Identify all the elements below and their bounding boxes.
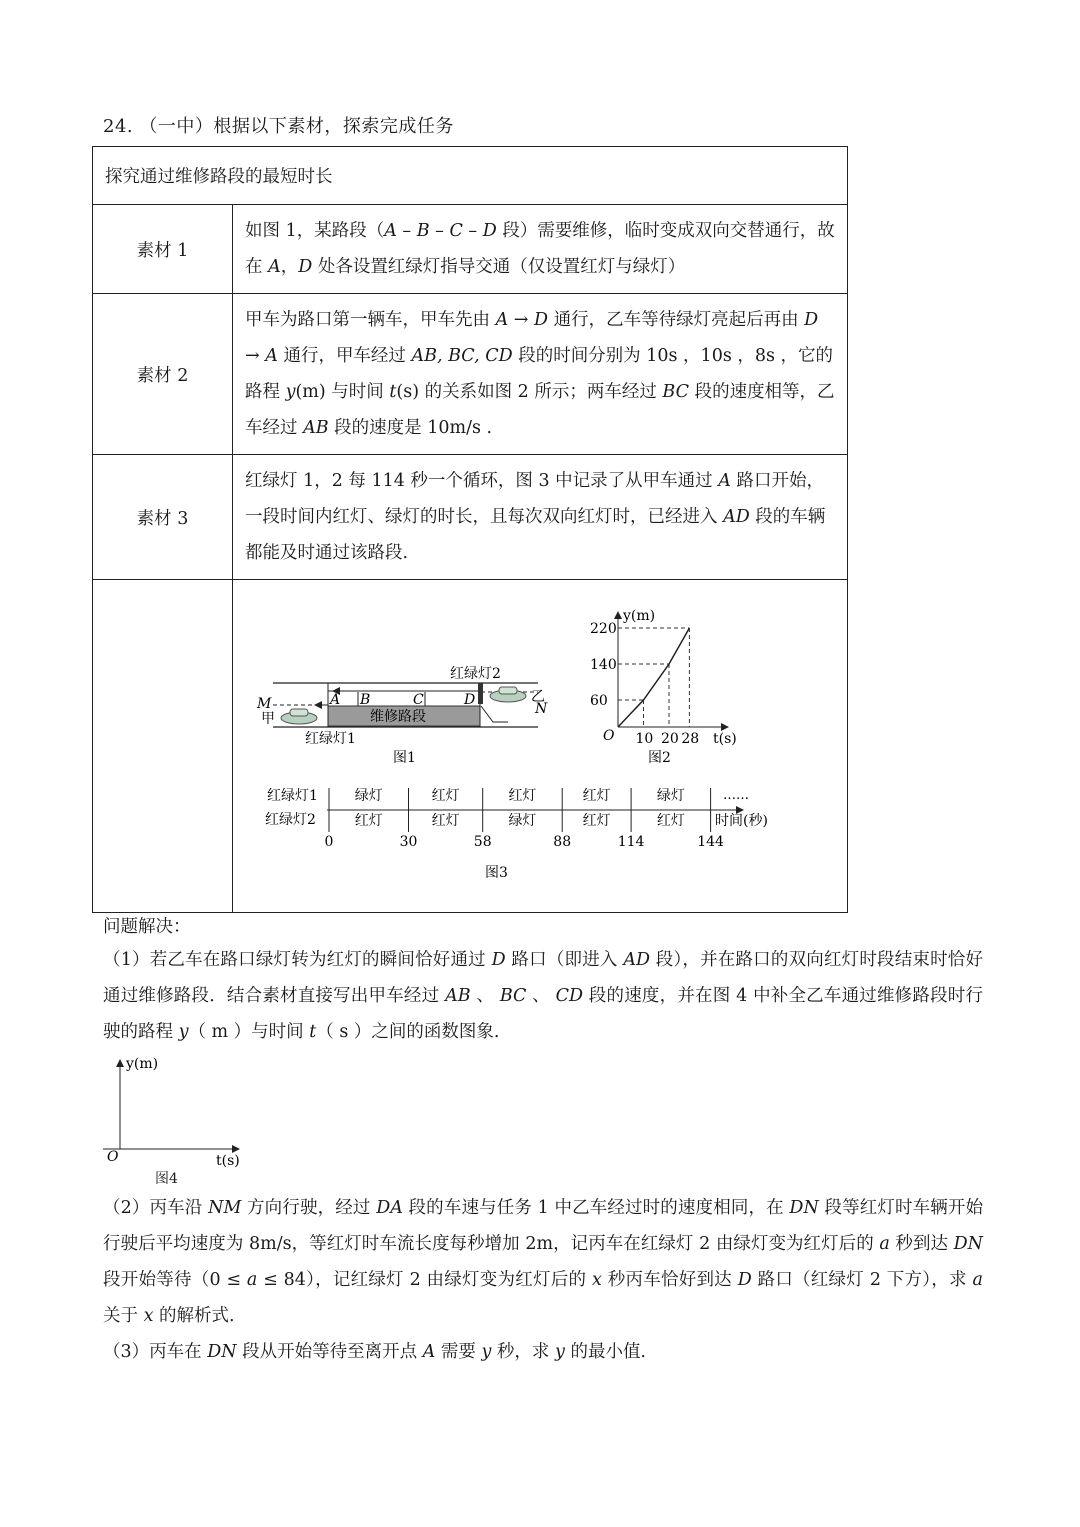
material-content: 红绿灯 1，2 每 114 秒一个循环，图 3 中记录了从甲车通过 A 路口开始，一段时间内红灯、绿灯的时长，且每次双向红灯时，已经进入 AD 段的车辆都能及时通过该路段. [233, 455, 848, 580]
math-symbol: A [422, 1342, 436, 1362]
math-symbol: A → D [495, 310, 549, 330]
math-symbol: NM [208, 1198, 242, 1218]
series-line [618, 628, 689, 727]
light1-state: 红灯 [431, 788, 460, 804]
math-symbol: DN [953, 1234, 983, 1254]
math-symbol: BC [662, 382, 689, 402]
problem-3: （3）丙车在 DN 段从开始等待至离开点 A 需要 y 秒，求 y 的最小值. [103, 1342, 647, 1362]
material-label: 素材 1 [93, 205, 233, 294]
math-symbol: DA [376, 1198, 403, 1218]
math-symbol: a [246, 1270, 258, 1290]
math-symbol: a [972, 1270, 983, 1290]
y-tick-label: 140 [590, 657, 617, 673]
figure-3 [265, 788, 768, 881]
figures-row [93, 580, 848, 913]
math-symbol: t [389, 382, 397, 402]
math-symbol: A [268, 257, 281, 277]
math-symbol: t [309, 1022, 317, 1042]
guide-lines [618, 628, 689, 727]
material-label: 素材 2 [93, 294, 233, 455]
math-symbol: AB [303, 418, 329, 438]
light2-state: 红灯 [582, 813, 611, 829]
light1-state: 绿灯 [656, 788, 685, 804]
fig3-caption: 图3 [485, 865, 508, 881]
fig1-caption: 图1 [393, 750, 416, 766]
table-heading: 探究通过维修路段的最短时长 [93, 147, 848, 205]
math-symbol: A [718, 471, 731, 491]
math-symbol: A – B – C – D [384, 221, 497, 241]
y-tick-label: 220 [590, 621, 617, 637]
material-row-2 [93, 294, 848, 455]
tick-label: 0 [324, 834, 334, 850]
y-tick-label: 60 [590, 693, 608, 709]
origin-label: O [603, 728, 615, 744]
x-tick-label: 20 [661, 731, 679, 747]
label-jia: 甲 [261, 711, 275, 727]
math-symbol: AD [723, 507, 750, 527]
math-symbol: y [285, 382, 296, 402]
figure-2 [590, 608, 737, 766]
light1-state: 绿灯 [354, 788, 383, 804]
math-symbol: BC [499, 986, 527, 1006]
material-label: 素材 3 [93, 455, 233, 580]
math-symbol: y [178, 1022, 189, 1042]
tick-label: 114 [617, 834, 645, 850]
light1-state: 红灯 [508, 788, 537, 804]
label-A: A [330, 692, 341, 708]
label-M: M [257, 696, 272, 712]
repair-label: 维修路段 [370, 709, 426, 725]
car-icon [281, 709, 317, 724]
light2-state: 红灯 [431, 813, 460, 829]
material-content: 如图 1，某路段（A – B – C – D 段）需要维修，临时变成双向交替通行，故在 A，D 处各设置红绿灯指导交通（仅设置红灯与绿灯） [233, 205, 848, 294]
y-axis-label: y(m) [126, 1056, 159, 1072]
fig4-caption: 图4 [155, 1171, 178, 1187]
problems-heading: 问题解决： [103, 917, 191, 937]
math-symbol: y [554, 1342, 565, 1362]
x-axis-label: t(s) [713, 731, 737, 747]
light2-label: 红绿灯2 [450, 666, 501, 682]
origin-label: O [107, 1149, 119, 1165]
problems-section [103, 912, 983, 1370]
material-row-1 [93, 205, 848, 294]
figures-cell [233, 580, 848, 913]
math-symbol: AB, BC, CD [411, 346, 513, 366]
math-symbol: DN [207, 1342, 237, 1362]
math-symbol: a [879, 1234, 890, 1254]
math-symbol: CD [555, 986, 584, 1006]
label-N: N [535, 701, 548, 717]
material-row-3 [93, 455, 848, 580]
empty-label-cell [93, 580, 233, 913]
figures-svg [233, 580, 847, 912]
light2-state: 绿灯 [508, 813, 537, 829]
light1-label: 红绿灯1 [305, 731, 356, 747]
light2-state: 红灯 [656, 813, 685, 829]
x-tick-label: 28 [681, 731, 700, 747]
x-axis-label: t(s) [216, 1153, 240, 1169]
math-symbol: D [491, 950, 506, 970]
tick-label: 58 [473, 834, 492, 850]
figure-4 [103, 1054, 263, 1174]
math-symbol: AB [445, 986, 471, 1006]
x-tick-label: 10 [635, 731, 654, 747]
time-axis-label: 时间(秒) [715, 813, 768, 829]
row1-label: 红绿灯1 [267, 788, 318, 804]
light1-state: 红灯 [582, 788, 611, 804]
light2-state: 红灯 [354, 813, 383, 829]
math-symbol: D → A [245, 310, 819, 366]
math-symbol: D [298, 257, 313, 277]
material-content: 甲车为路口第一辆车，甲车先由 A → D 通行，乙车等待绿灯亮起后再由 D → A 通行，甲车经过 AB, BC, CD 段的时间分别为 10s ，10s ，8s ，它的路程 y(m) 与时间 t(s) 的关系如图 2 所示；两车经过 BC 段的速度相等，乙车经过 AB 段的速度是 10m/s . [233, 294, 848, 455]
math-symbol: DN [789, 1198, 819, 1218]
figure-1 [256, 666, 548, 766]
tick-label: 144 [697, 834, 724, 850]
math-symbol: x [592, 1270, 602, 1290]
row2-label: 红绿灯2 [265, 812, 316, 828]
label-C: C [413, 692, 424, 708]
ellipsis: …… [723, 788, 749, 803]
material-table [92, 146, 848, 913]
tick-label: 88 [553, 834, 572, 850]
math-symbol: y [481, 1342, 492, 1362]
car-icon [490, 687, 526, 702]
y-axis-label: y(m) [623, 608, 656, 624]
math-symbol: AD [623, 950, 651, 970]
math-symbol: x [143, 1306, 154, 1326]
label-D: D [464, 692, 476, 708]
label-yi: 乙 [531, 689, 545, 705]
fig2-caption: 图2 [648, 750, 671, 766]
question-title: 24. （一中）根据以下素材，探索完成任务 [103, 116, 454, 137]
math-symbol: D [737, 1270, 752, 1290]
label-B: B [360, 692, 371, 708]
tick-label: 30 [399, 834, 418, 850]
problem-1: （1）若乙车在路口绿灯转为红灯的瞬间恰好通过 D 路口（即进入 AD 段），并在路口的双向红灯时段结束时恰好通过维修路段．结合素材直接写出甲车经过 AB 、 BC 、 CD 段的速度，并在图 4 中补全乙车通过维修路段时行驶的路程 y（ m ）与时间 t（ s ）之间的函数图象. [103, 950, 983, 1042]
problem-2: （2）丙车沿 NM 方向行驶，经过 DA 段的车速与任务 1 中乙车经过时的速度相同，在 DN 段等红灯时车辆开始行驶后平均速度为 8m/s，等红灯时车流长度每秒增加 2m，记丙车在红绿灯 2 由绿灯变为红灯后的 a 秒到达 DN 段开始等待（0 ≤ a ≤ 84），记红绿灯 2 由绿灯变为红灯后的 x 秒丙车恰好到达 D 路口（红绿灯 2 下方），求 a 关于 x 的解析式. [103, 1198, 984, 1326]
